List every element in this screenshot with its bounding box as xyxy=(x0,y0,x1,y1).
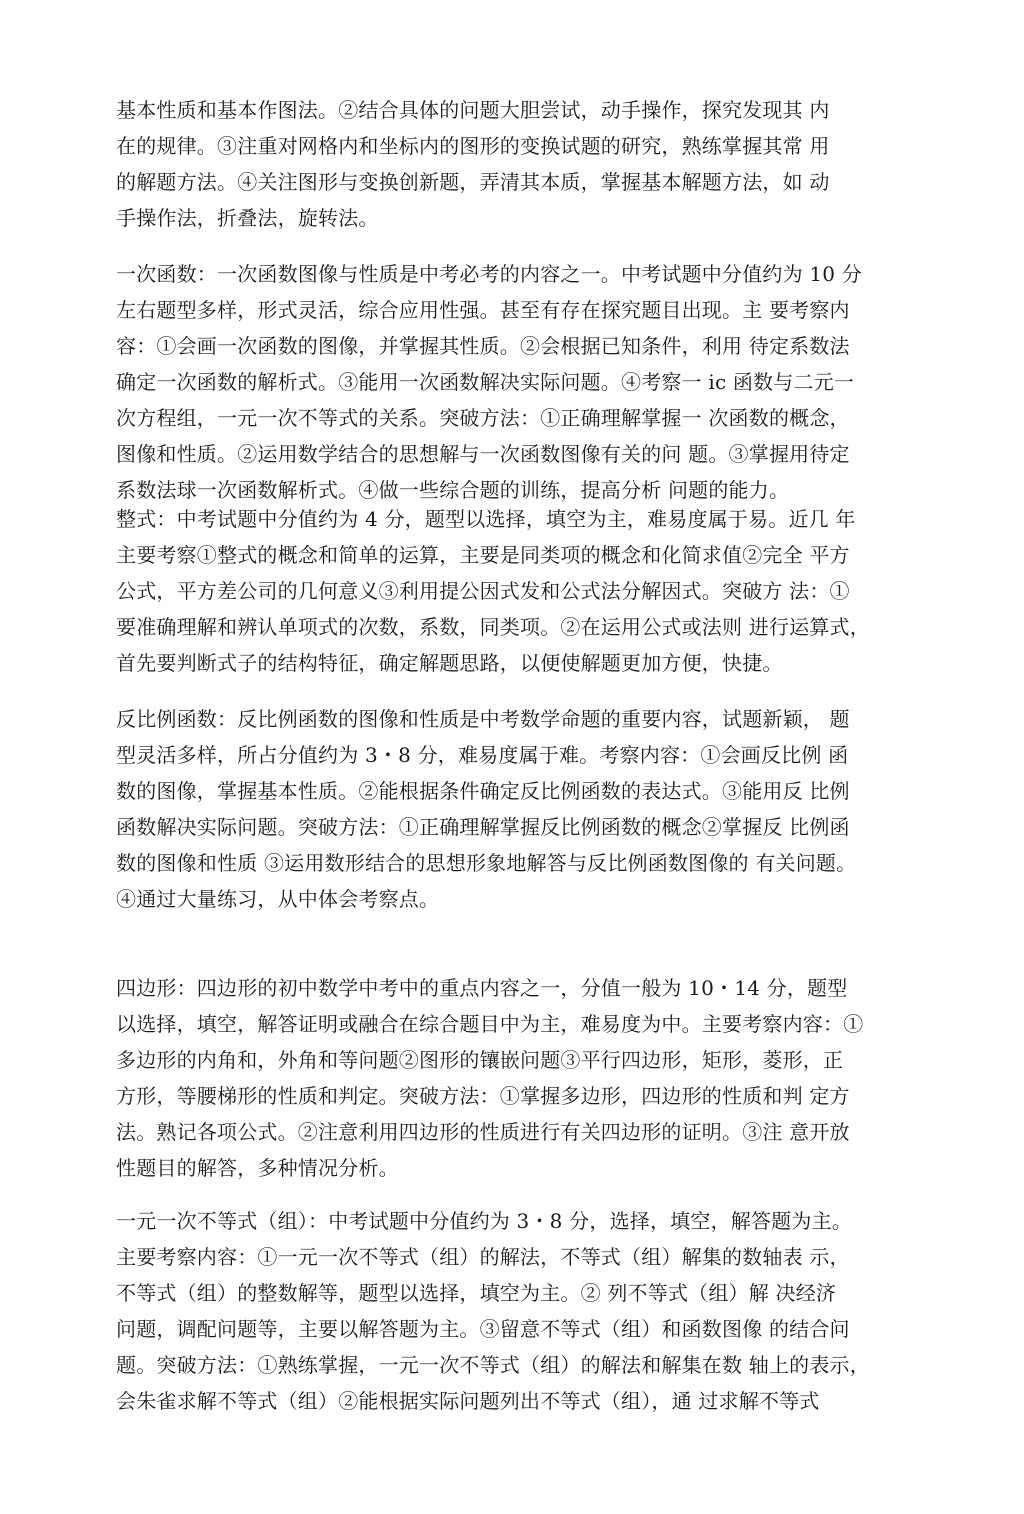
text-line: 不等式（组）的整数解等，题型以选择，填空为主。② 列不等式（组）解 决经济 xyxy=(116,1281,837,1305)
text-line: 数的图像和性质 ③运用数形结合的思想形象地解答与反比例函数图像的 有关问题。 xyxy=(116,851,857,875)
text-line: 图像和性质。②运用数学结合的思想解与一次函数图像有关的问 题。③掌握用待定 xyxy=(116,442,850,466)
text-line: 首先要判断式子的结构特征，确定解题思路，以便使解题更加方便，快捷。 xyxy=(116,651,783,675)
text-line: 容：①会画一次函数的图像，并掌握其性质。②会根据已知条件，利用 待定系数法 xyxy=(116,334,850,358)
paragraph-linear-function xyxy=(116,256,916,508)
text-line: 题。突破方法：①熟练掌握，一元一次不等式（组）的解法和解集在数 轴上的表示， xyxy=(116,1353,870,1377)
text-line: 问题，调配问题等，主要以解答题为主。③留意不等式（组）和函数图像 的结合问 xyxy=(116,1317,850,1341)
text-line: 数的图像，掌握基本性质。②能根据条件确定反比例函数的表达式。③能用反 比例 xyxy=(116,779,850,803)
text-line: 要准确理解和辨认单项式的次数，系数，同类项。②在运用公式或法则 进行运算式， xyxy=(116,615,870,639)
text-line: ④通过大量练习，从中体会考察点。 xyxy=(116,887,440,911)
text-line: 的解题方法。④关注图形与变换创新题，弄清其本质，掌握基本解题方法，如 动 xyxy=(116,170,830,194)
paragraph-linear-inequality xyxy=(116,1203,916,1419)
text-line: 一次函数：一次函数图像与性质是中考必考的内容之一。中考试题中分值约为 10 分 xyxy=(116,262,862,286)
paragraph-geometric-transformation-tail xyxy=(116,92,916,236)
text-line: 多边形的内角和，外角和等问题②图形的镶嵌问题③平行四边形，矩形，菱形，正 xyxy=(116,1048,844,1072)
text-line: 公式，平方差公司的几何意义③利用提公因式发和公式法分解因式。突破方 法：① xyxy=(116,579,850,603)
text-line: 基本性质和基本作图法。②结合具体的问题大胆尝试，动手操作，探究发现其 内 xyxy=(116,98,830,122)
paragraph-polynomial xyxy=(116,501,916,681)
text-line: 系数法球一次函数解析式。④做一些综合题的训练，提高分析 问题的能力。 xyxy=(116,478,790,502)
text-line: 次方程组，一元一次不等式的关系。突破方法：①正确理解掌握一 次函数的概念， xyxy=(116,406,850,430)
text-line: 一元一次不等式（组）：中考试题中分值约为 3・8 分，选择，填空，解答题为主。 xyxy=(116,1209,852,1233)
text-line: 四边形：四边形的初中数学中考中的重点内容之一，分值一般为 10・14 分，题型 xyxy=(116,976,848,1000)
text-line: 确定一次函数的解析式。③能用一次函数解决实际问题。④考察一 ic 函数与二元一 xyxy=(116,370,855,394)
text-line: 主要考察①整式的概念和简单的运算，主要是同类项的概念和化简求值②完全 平方 xyxy=(116,543,850,567)
text-line: 反比例函数：反比例函数的图像和性质是中考数学命题的重要内容，试题新颖， 题 xyxy=(116,707,850,731)
text-line: 函数解决实际问题。突破方法：①正确理解掌握反比例函数的概念②掌握反 比例函 xyxy=(116,815,850,839)
text-line: 在的规律。③注重对网格内和坐标内的图形的变换试题的研究，熟练掌握其常 用 xyxy=(116,134,830,158)
text-line: 性题目的解答，多种情况分析。 xyxy=(116,1156,399,1180)
text-line: 方形，等腰梯形的性质和判定。突破方法：①掌握多边形，四边形的性质和判 定方 xyxy=(116,1084,850,1108)
paragraph-quadrilateral xyxy=(116,970,916,1186)
text-line: 法。熟记各项公式。②注意利用四边形的性质进行有关四边形的证明。③注 意开放 xyxy=(116,1120,850,1144)
text-line: 主要考察内容：①一元一次不等式（组）的解法，不等式（组）解集的数轴表 示， xyxy=(116,1245,850,1269)
text-line: 会朱雀求解不等式（组）②能根据实际问题列出不等式（组），通 过求解不等式 xyxy=(116,1389,820,1413)
text-line: 手操作法，折叠法，旋转法。 xyxy=(116,206,379,230)
text-line: 以选择，填空，解答证明或融合在综合题目中为主，难易度为中。主要考察内容：① xyxy=(116,1012,864,1036)
text-line: 左右题型多样，形式灵活，综合应用性强。甚至有存在探究题目出现。主 要考察内 xyxy=(116,298,850,322)
paragraph-inverse-proportion xyxy=(116,701,916,917)
text-line: 型灵活多样，所占分值约为 3・8 分，难易度属于难。考察内容：①会画反比例 函 xyxy=(116,743,849,767)
text-line: 整式：中考试题中分值约为 4 分，题型以选择，填空为主，难易度属于易。近几 年 xyxy=(116,507,856,531)
